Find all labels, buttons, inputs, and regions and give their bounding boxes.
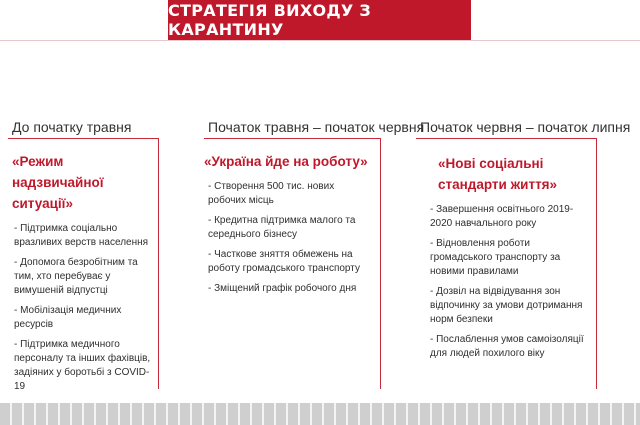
stage-frame xyxy=(204,138,381,389)
page-title-banner xyxy=(168,0,471,40)
stage-frame xyxy=(8,138,159,392)
title-divider xyxy=(0,40,640,41)
stage-title: «Україна йде на роботу» xyxy=(204,154,368,169)
stage-column-1 xyxy=(8,118,158,392)
stage-column-2 xyxy=(204,118,425,389)
stage-frame xyxy=(416,138,597,389)
stage-title: «Режим надзвичайної ситуації» xyxy=(12,154,104,211)
stage-measures-list xyxy=(8,222,158,394)
list-item: - Мобілізація медичних ресурсів xyxy=(14,305,122,330)
stage-period: До початку травня xyxy=(12,119,132,135)
stage-column-3 xyxy=(416,118,631,389)
decorative-bottom-stripe xyxy=(0,403,640,425)
list-item: - Часткове зняття обмежень на роботу громадського транспорту xyxy=(208,249,360,274)
stage-measures-list xyxy=(204,180,380,296)
list-item: - Зміщений графік робочого дня xyxy=(208,283,357,294)
list-item: - Кредитна підтримка малого та середнього бізнесу xyxy=(208,215,356,240)
page-title: СТРАТЕГІЯ ВИХОДУ З КАРАНТИНУ xyxy=(168,1,372,39)
stage-measures-list xyxy=(416,203,596,361)
list-item: - Підтримка соціально вразливих верств населення xyxy=(14,223,149,248)
list-item: - Допомога безробітним та тим, хто перебуває у вимушеній відпустці xyxy=(14,257,138,296)
stage-period: Початок травня – початок червня xyxy=(208,119,425,135)
stage-title: «Нові соціальні стандарти життя» xyxy=(438,156,558,192)
list-item: - Відновлення роботи громадського транспорту за новими правилами xyxy=(430,238,561,277)
list-item: - Дозвіл на відвідування зон відпочинку за умови дотримання норм безпеки xyxy=(430,286,583,325)
stage-period: Початок червня – початок липня xyxy=(420,119,631,135)
list-item: - Підтримка медичного персоналу та інших фахівців, задіяних у боротьбі з COVID-19 xyxy=(14,339,151,392)
list-item: - Завершення освітнього 2019-2020 навчального року xyxy=(430,204,574,229)
list-item: - Створення 500 тис. нових робочих місць xyxy=(208,181,335,206)
list-item: - Послаблення умов самоізоляції для людей похилого віку xyxy=(430,334,584,359)
